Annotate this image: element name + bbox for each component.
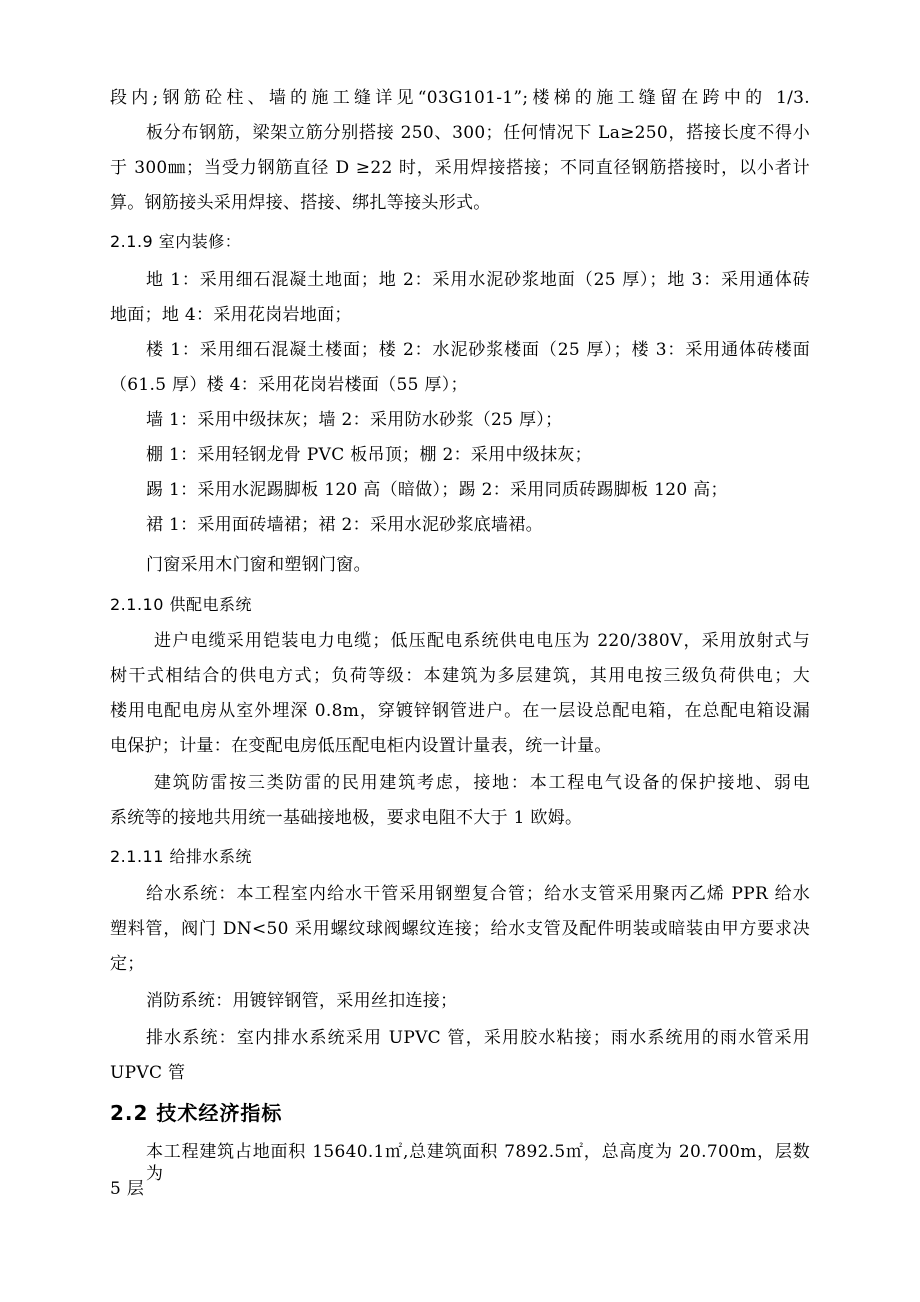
text-line: 进户电缆采用铠装电力电缆；低压配电系统供电电压为 220/380V，采用放射式与 bbox=[154, 631, 810, 651]
text-line: 楼 1：采用细石混凝土楼面；楼 2：水泥砂浆楼面（25 厚）；楼 3：采用通体砖楼面 bbox=[146, 340, 810, 360]
text-line: 地 1：采用细石混凝土地面；地 2：采用水泥砂浆地面（25 厚）；地 3：采用通体砖 bbox=[146, 270, 810, 290]
text-line: （61.5 厚）楼 4：采用花岗岩楼面（55 厚）； bbox=[110, 375, 468, 395]
text-line: 算。钢筋接头采用焊接、搭接、绑扎等接头形式。 bbox=[110, 193, 491, 213]
text-line: 段内;钢筋砼柱、墙的施工缝详见“03G101-1”;楼梯的施工缝留在跨中的 1/3. bbox=[110, 88, 810, 108]
text-line: 树干式相结合的供电方式；负荷等级：本建筑为多层建筑，其用电按三级负荷供电；大 bbox=[110, 666, 810, 686]
text-line: 于 300㎜；当受力钢筋直径 D ≥22 时，采用焊接搭接；不同直径钢筋搭接时，以小者计 bbox=[110, 158, 810, 178]
text-line: 建筑防雷按三类防雷的民用建筑考虑，接地：本工程电气设备的保护接地、弱电 bbox=[154, 773, 810, 793]
text-line: 楼用电配电房从室外埋深 0.8m，穿镀锌钢管进户。在一层设总配电箱，在总配电箱设漏 bbox=[110, 701, 810, 721]
text-line: 塑料管，阀门 DN<50 采用螺纹球阀螺纹连接；给水支管及配件明装或暗装由甲方要求决 bbox=[110, 919, 810, 939]
text-line: 棚 1：采用轻钢龙骨 PVC 板吊顶；棚 2：采用中级抹灰； bbox=[146, 445, 592, 465]
text-line: 排水系统：室内排水系统采用 UPVC 管，采用胶水粘接；雨水系统用的雨水管采用 bbox=[146, 1028, 810, 1048]
text-line: 本工程建筑占地面积 15640.1㎡,总建筑面积 7892.5㎡，总高度为 20.700m，层数为 bbox=[146, 1142, 810, 1184]
text-line: 给水系统：本工程室内给水干管采用钢塑复合管；给水支管采用聚丙乙烯 PPR 给水 bbox=[146, 884, 810, 904]
text-line: 5 层 bbox=[110, 1179, 145, 1199]
text-line: 墙 1：采用中级抹灰；墙 2：采用防水砂浆（25 厚）； bbox=[146, 410, 563, 430]
text-line: 系统等的接地共用统一基础接地极，要求电阻不大于 1 欧姆。 bbox=[110, 808, 583, 828]
text-line: 裙 1：采用面砖墙裙；裙 2：采用水泥砂浆底墙裙。 bbox=[146, 515, 543, 535]
text-line: 地面；地 4：采用花岗岩地面； bbox=[110, 305, 352, 325]
section-heading-2-2: 2.2 技术经济指标 bbox=[110, 1101, 283, 1125]
text-line: 定； bbox=[110, 954, 145, 974]
section-heading-2-1-10: 2.1.10 供配电系统 bbox=[110, 595, 252, 614]
section-heading-2-1-11: 2.1.11 给排水系统 bbox=[110, 847, 252, 866]
text-line: 消防系统：用镀锌钢管，采用丝扣连接； bbox=[146, 991, 458, 1011]
section-heading-2-1-9: 2.1.9 室内装修： bbox=[110, 232, 242, 251]
text-line: 踢 1：采用水泥踢脚板 120 高（暗做）；踢 2：采用同质砖踢脚板 120 高； bbox=[146, 480, 728, 500]
text-line: 板分布钢筋，梁架立筋分别搭接 250、300；任何情况下 La≥250，搭接长度不得小 bbox=[146, 123, 810, 143]
text-line: 门窗采用木门窗和塑钢门窗。 bbox=[146, 555, 371, 575]
text-line: 电保护；计量：在变配电房低压配电柜内设置计量表，统一计量。 bbox=[110, 736, 612, 756]
text-line: UPVC 管 bbox=[110, 1063, 186, 1083]
